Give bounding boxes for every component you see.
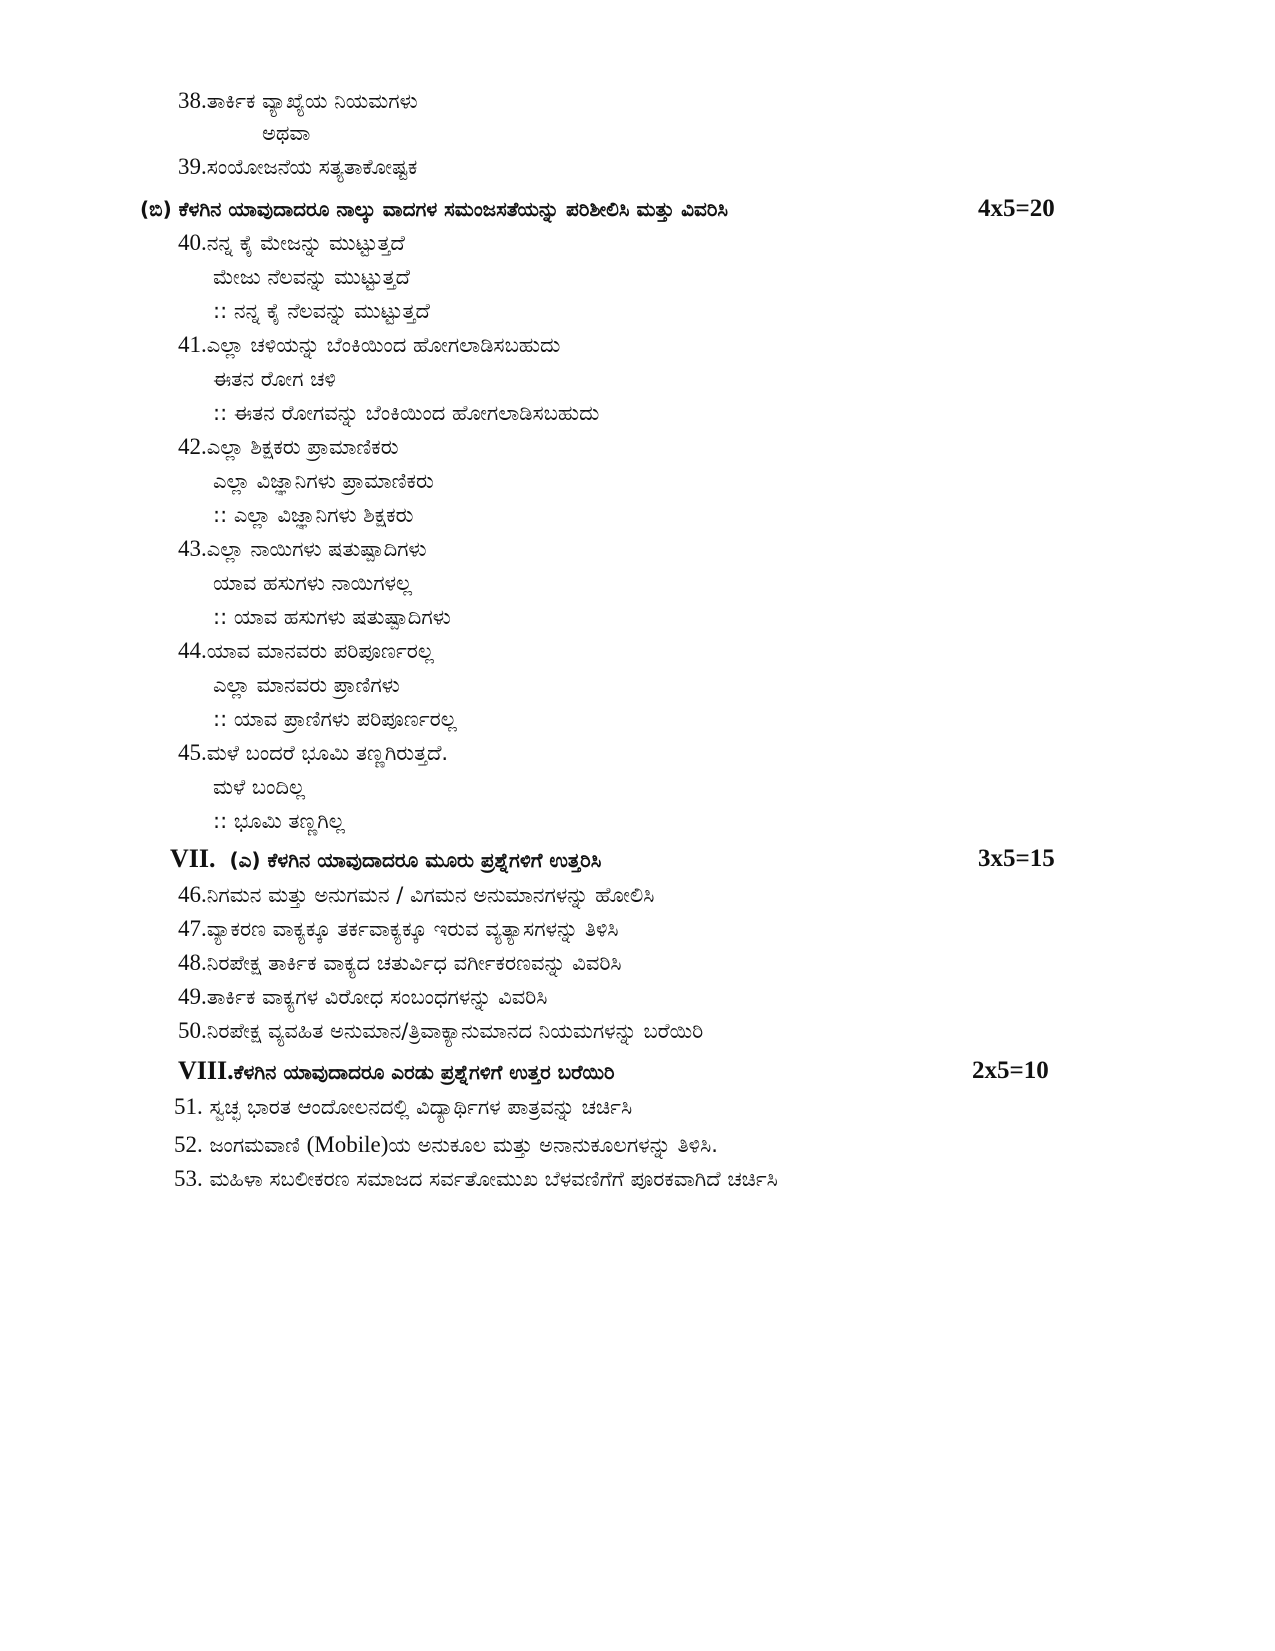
section-b-heading: (ಬಿ) ಕೆಳಗಿನ ಯಾವುದಾದರೂ ನಾಲ್ಕು ವಾದಗಳ ಸಮಂಜಸತೆಯನ್ನು ಪರಿಶೀಲಿಸಿ ಮತ್ತು ವಿವರಿಸಿ <box>140 197 729 221</box>
question-number: 46. <box>178 882 207 907</box>
conclusion: :: ಈತನ ರೋಗವನ್ನು ಬೆಂಕಿಯಿಂದ ಹೋಗಲಾಡಿಸಬಹುದು <box>213 401 600 425</box>
conclusion: :: ಯಾವ ಹಸುಗಳು ಷತುಷ್ಪಾದಿಗಳು <box>213 605 451 629</box>
conclusion: :: ನನ್ನ ಕೈ ನೆಲವನ್ನು ಮುಟ್ಟುತ್ತದೆ <box>213 299 430 323</box>
question-text: ಸಂಯೋಜನೆಯ ಸತ್ಯತಾಕೋಷ್ಟಕ <box>206 155 418 179</box>
premise-2: ಯಾವ ಹಸುಗಳು ನಾಯಿಗಳಲ್ಲ <box>213 571 413 595</box>
premise-1: ಮಳೆ ಬಂದರೆ ಭೂಮಿ ತಣ್ಣಗಿರುತ್ತದೆ. <box>206 741 449 765</box>
question-42 <box>178 432 399 462</box>
question-47 <box>178 914 619 944</box>
or-divider: ಅಥವಾ <box>262 121 311 145</box>
question-number: 38. <box>178 88 207 113</box>
question-text: ನಿಗಮನ ಮತ್ತು ಅನುಗಮನ / ವಿಗಮನ ಅನುಮಾನಗಳನ್ನು ಹೋಲಿಸಿ <box>206 883 655 907</box>
question-40 <box>178 228 405 258</box>
question-number: 50. <box>178 1018 207 1043</box>
question-text: ಮಹಿಳಾ ಸಬಲೀಕರಣ ಸಮಾಜದ ಸರ್ವತೋಮುಖ ಬೆಳವಣಿಗೆಗೆ ಪೂರಕವಾಗಿದೆ ಚರ್ಚಿಸಿ <box>209 1167 778 1191</box>
section-vii-marks: 3x5=15 <box>978 845 1055 872</box>
premise-1: ನನ್ನ ಕೈ ಮೇಜನ್ನು ಮುಟ್ಟುತ್ತದೆ <box>206 231 405 255</box>
premise-2: ಎಲ್ಲಾ ವಿಜ್ಞಾನಿಗಳು ಪ್ರಾಮಾಣಿಕರು <box>213 469 434 493</box>
question-number: 48. <box>178 950 207 975</box>
question-39 <box>178 152 417 182</box>
section-label: (ಎ) ಕೆಳಗಿನ ಯಾವುದಾದರೂ ಮೂರು ಪ್ರಶ್ನೆಗಳಿಗೆ ಉತ್ತರಿಸಿ <box>229 848 602 872</box>
question-53 <box>174 1164 778 1194</box>
section-viii-heading <box>178 1056 615 1087</box>
question-text-english: (Mobile) <box>306 1132 389 1157</box>
section-vii-heading <box>170 844 601 875</box>
question-41 <box>178 330 560 360</box>
question-number: 45. <box>178 740 207 765</box>
premise-1: ಎಲ್ಲಾ ನಾಯಿಗಳು ಷತುಷ್ಪಾದಿಗಳು <box>206 537 427 561</box>
conclusion: :: ಎಲ್ಲಾ ವಿಜ್ಞಾನಿಗಳು ಶಿಕ್ಷಕರು <box>213 503 414 527</box>
question-text: ವ್ಯಾಕರಣ ವಾಕ್ಯಕ್ಕೂ ತರ್ಕವಾಕ್ಯಕ್ಕೂ ಇರುವ ವ್ಯತ್ಯಾಸಗಳನ್ನು ತಿಳಿಸಿ <box>206 917 619 941</box>
question-51 <box>174 1092 632 1122</box>
question-number: 41. <box>178 332 207 357</box>
section-number: VII. <box>170 844 216 873</box>
question-number: 39. <box>178 154 207 179</box>
question-text: ತಾರ್ಕಿಕ ವ್ಯಾಖ್ಯೆಯ ನಿಯಮಗಳು <box>206 89 418 113</box>
question-38 <box>178 86 418 116</box>
section-label: ಕೆಳಗಿನ ಯಾವುದಾದರೂ ಎರಡು ಪ್ರಶ್ನೆಗಳಿಗೆ ಉತ್ತರ ಬರೆಯಿರಿ <box>233 1060 615 1084</box>
premise-1: ಯಾವ ಮಾನವರು ಪರಿಪೂರ್ಣರಲ್ಲ <box>206 639 434 663</box>
question-45 <box>178 738 448 768</box>
question-text: ನಿರಪೇಕ್ಷ ವ್ಯವಹಿತ ಅನುಮಾನ/ತ್ರಿವಾಕ್ಯಾನುಮಾನದ ನಿಯಮಗಳನ್ನು ಬರೆಯಿರಿ <box>206 1019 704 1043</box>
question-number: 44. <box>178 638 207 663</box>
question-number: 43. <box>178 536 207 561</box>
premise-1: ಎಲ್ಲಾ ಚಳಿಯನ್ನು ಬೆಂಕಿಯಿಂದ ಹೋಗಲಾಡಿಸಬಹುದು <box>206 333 561 357</box>
question-text: ಸ್ವಚ್ಛ ಭಾರತ ಆಂದೋಲನದಲ್ಲಿ ವಿದ್ಯಾರ್ಥಿಗಳ ಪಾತ್ರವನ್ನು ಚರ್ಚಿಸಿ <box>209 1095 633 1119</box>
question-44 <box>178 636 434 666</box>
question-text: ನಿರಪೇಕ್ಷ ತಾರ್ಕಿಕ ವಾಕ್ಯದ ಚತುರ್ವಿಧ ವರ್ಗೀಕರಣವನ್ನು ವಿವರಿಸಿ <box>206 951 622 975</box>
section-number: VIII. <box>178 1056 234 1085</box>
section-viii-marks: 2x5=10 <box>972 1057 1049 1084</box>
question-number: 51. <box>174 1094 203 1119</box>
question-text-pre: ಜಂಗಮವಾಣಿ <box>209 1133 300 1157</box>
question-number: 42. <box>178 434 207 459</box>
question-number: 52. <box>174 1132 203 1157</box>
question-number: 47. <box>178 916 207 941</box>
question-48 <box>178 948 622 978</box>
conclusion: :: ಯಾವ ಪ್ರಾಣಿಗಳು ಪರಿಪೂರ್ಣರಲ್ಲ <box>213 707 457 731</box>
premise-2: ಮಳೆ ಬಂದಿಲ್ಲ <box>213 775 306 799</box>
question-text-post: ಯ ಅನುಕೂಲ ಮತ್ತು ಅನಾನುಕೂಲಗಳನ್ನು ತಿಳಿಸಿ. <box>388 1133 718 1157</box>
premise-2: ಈತನ ರೋಗ ಚಳಿ <box>213 367 336 391</box>
question-52 <box>174 1130 718 1160</box>
conclusion: :: ಭೂಮಿ ತಣ್ಣಗಿಲ್ಲ <box>213 809 345 833</box>
premise-2: ಎಲ್ಲಾ ಮಾನವರು ಪ್ರಾಣಿಗಳು <box>213 673 400 697</box>
question-number: 40. <box>178 230 207 255</box>
question-text: ತಾರ್ಕಿಕ ವಾಕ್ಯಗಳ ವಿರೋಧ ಸಂಬಂಧಗಳನ್ನು ವಿವರಿಸಿ <box>206 985 548 1009</box>
question-49 <box>178 982 547 1012</box>
premise-1: ಎಲ್ಲಾ ಶಿಕ್ಷಕರು ಪ್ರಾಮಾಣಿಕರು <box>206 435 399 459</box>
section-b-marks: 4x5=20 <box>978 195 1055 222</box>
question-number: 49. <box>178 984 207 1009</box>
premise-2: ಮೇಜು ನೆಲವನ್ನು ಮುಟ್ಟುತ್ತದೆ <box>213 265 410 289</box>
question-46 <box>178 880 654 910</box>
question-43 <box>178 534 427 564</box>
question-50 <box>178 1016 703 1046</box>
question-number: 53. <box>174 1166 203 1191</box>
